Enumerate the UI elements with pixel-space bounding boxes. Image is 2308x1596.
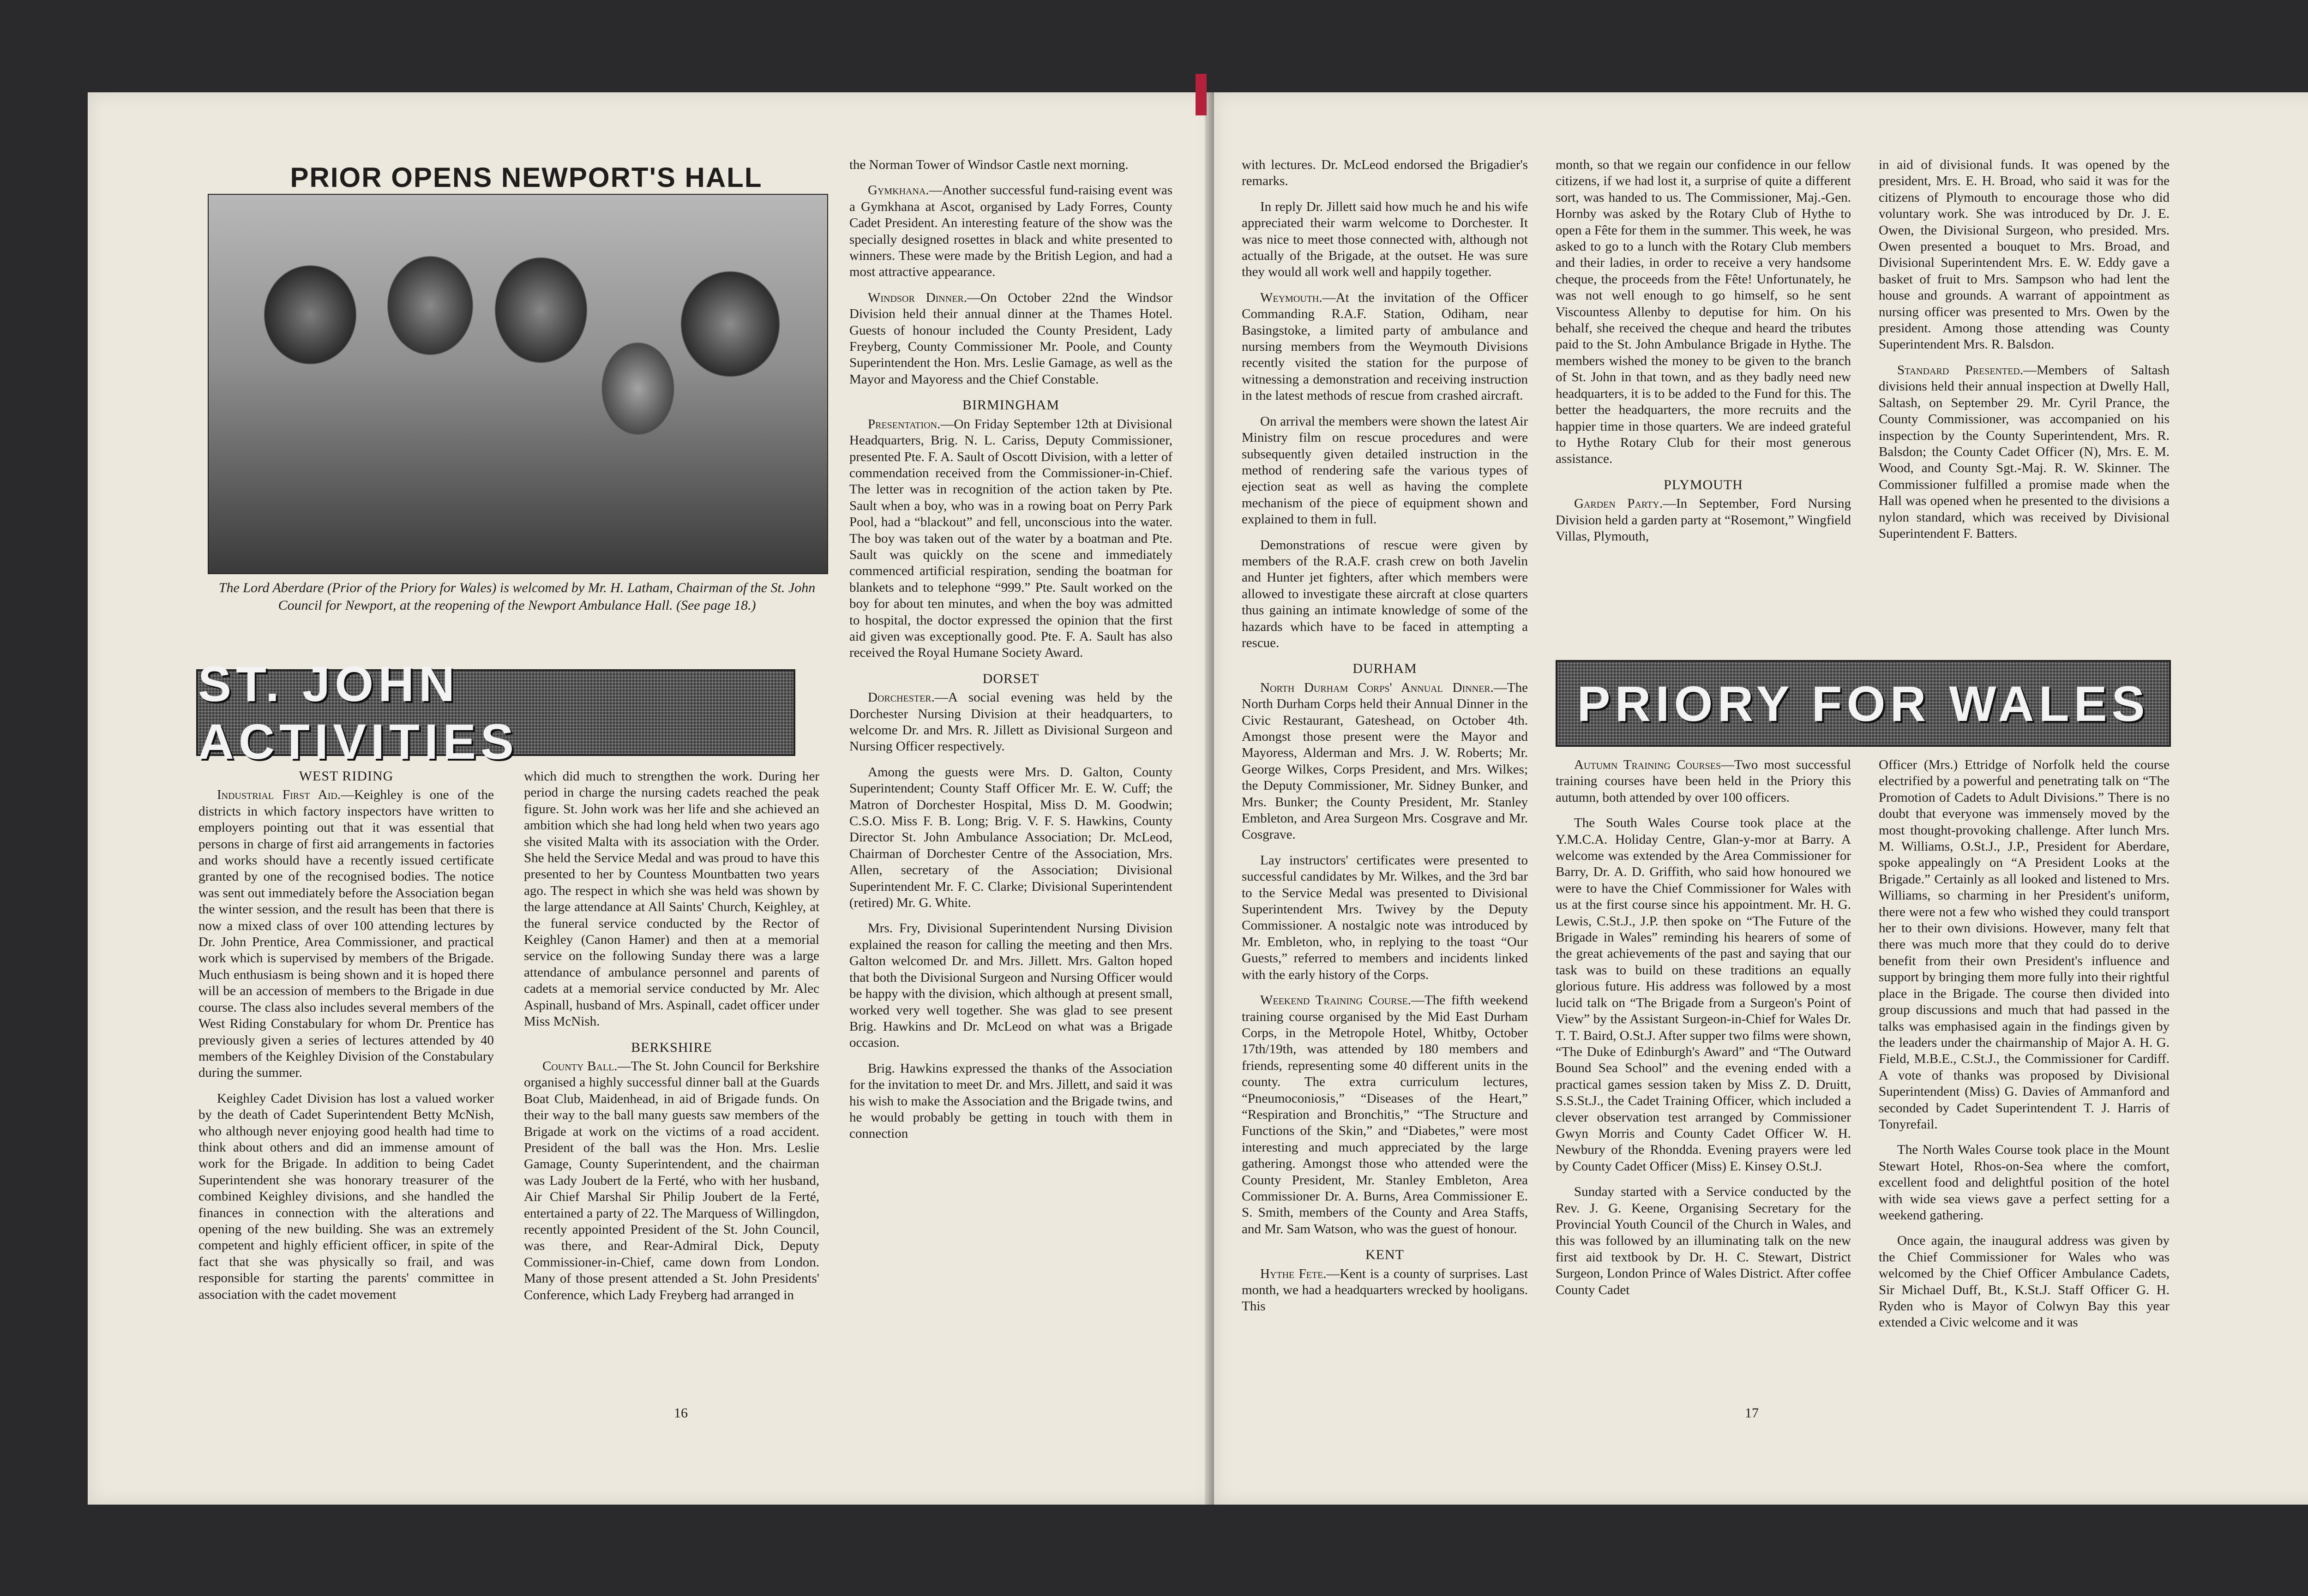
paragraph: Standard Presented.—Members of Saltash divisions held their annual inspection at Dwelly Hall, Saltash, on September 29. Mr. Cyril Prance, the County Commissioner, was accompanied on his inspection by the County Superintendent, Mrs. R. Balsdon; the County Cadet Officer (N), Mrs. E. M. Wood, and County Sgt.-Maj. R. W. Skinner. The Commissioner fulfilled a promise made when the Hall was opened when he presented to the divisions a nylon standard, which was received by Divisional Superintendent F. Batters. xyxy=(1879,362,2170,541)
paragraph: with lectures. Dr. McLeod endorsed the Brigadier's remarks. xyxy=(1242,157,1528,189)
paragraph: Weekend Training Course.—The fifth weekend training course organised by the Mid East Durham Corps, in the Metropole Hotel, Whitby, October 17th/19th, was attended by 180 members and friends, representing some 40 different units in the county. The extra curriculum lectures, “Pneumoconiosis,” “Diseases of the Heart,” “Respiration and Bronchitis,” “The Structure and Functions of the Skin,” and “Diabetes,” were most interesting and much appreciated by the large gathering. Amongst those who attended were the County President, Mr. Stanley Embleton, Area Commissioner Dr. A. Burns, Area Commissioner E. S. Smith, members of the County and Area Staffs, and Mr. Sam Watson, who was the guest of honour. xyxy=(1242,993,1528,1236)
section-heading: KENT xyxy=(1365,1247,1404,1263)
paragraph: month, so that we regain our confidence in our fellow citizens, if we had lost it, a surprise of quite a different sort, was handed to us. The Commissioner, Maj.-Gen. Hornby was asked by the Rotary Club of Hythe to open a Fête for them in the summer. This week, he was asked to go to a lunch with the Rotary Club members and their ladies, in order to receive a very handsome cheque, the proceeds from the Fête! Unfortunately, he was not well enough to go himself, so he sent Viscountess Allenby to deputise for him. On his behalf, she received the cheque and heard the tributes paid to the St. John Ambulance Brigade in Hythe. The members wished the money to be given to the branch of St. John in that town, and as they badly need new headquarters, it is to be added to the Fund for this. The better the headquarters, the more recruits and the happier time in those quarters. We are indeed grateful to Hythe Rotary Club for their most generous assistance. xyxy=(1556,157,1851,467)
left-column-a xyxy=(198,762,494,1312)
paragraph: Presentation.—On Friday September 12th at Divisional Headquarters, Brig. N. L. Cariss, Deputy Commissioner, presented Pte. F. A. Sault of Oscott Division, with a letter of commendation received from the Commissioner-in-Chief. The letter was in recognition of the action taken by Pte. Sault when a boy, who was in a rowing boat on Perry Park Pool, had a “blackout” and fell, unconscious into the water. The boy was taken out of the water by a boatman and Pte. Sault was quickly on the scene and immediately commenced artificial respiration, sending the boatman for blankets and to telephone “999.” Pte. Sault worked on the boy for about ten minutes, and when the boy was admitted to hospital, the doctor expressed the opinion that the first aid given was exceptionally good. Pte. F. A. Sault has also received the Royal Humane Society Award. xyxy=(849,416,1172,660)
paragraph: Weymouth.—At the invitation of the Officer Commanding R.A.F. Station, Odiham, near Basingstoke, a limited party of ambulance and nursing members from the Weymouth Divisions recently visited the station for the purpose of witnessing a demonstration and receiving instruction in the latest methods of rescue from crashed aircraft. xyxy=(1242,290,1528,403)
page-number: 17 xyxy=(1745,1405,1759,1421)
paragraph: On arrival the members were shown the latest Air Ministry film on rescue procedures and were subsequently given detailed instruction in the method of rendering safe the various types of ejection seat as well as having the complete mechanism of the piece of equipment shown and explained to them in full. xyxy=(1242,414,1528,527)
right-page xyxy=(1214,92,2308,1505)
magazine-spread xyxy=(88,92,2308,1505)
left-page xyxy=(88,92,1214,1505)
paragraph: the Norman Tower of Windsor Castle next morning. xyxy=(849,157,1129,172)
paragraph: Brig. Hawkins expressed the thanks of the Association for the invitation to meet Dr. and Mrs. Jillett, and said it was his wish to make the Association and the Brigade twins, and he would probably be getting in touch with them in connection xyxy=(849,1061,1172,1141)
paragraph: Officer (Mrs.) Ettridge of Norfolk held the course electrified by a powerful and penetrating talk on “The Promotion of Cadets to Adult Divisions.” There is no doubt that everyone was immensely moved by the most thought-provoking challenge. After lunch Mrs. M. Williams, O.St.J., J.P., President for Aberdare, spoke appealingly on “A President Looks at the Brigade.” Certainly as all looked and listened to Mrs. Williams, so charming in her President's uniform, there were not a few who wished they could transport her to their own divisions. However, many felt that there was much more that they could do to derive benefit from their own President's influence and support by bringing them more fully into their rightful place in the Brigade. The course then divided into group discussions and much that had passed in the talks was emphasised again in the findings given by the leaders under the chairmanship of Major A. H. G. Field, M.B.E., C.St.J., the Commissioner for Cardiff. A vote of thanks was proposed by Divisional Superintendent (Miss) G. Davies of Ammanford and seconded by Cadet Superintendent T. J. Harris of Tonyrefail. xyxy=(1879,757,2170,1132)
paragraph: The South Wales Course took place at the Y.M.C.A. Holiday Centre, Glan-y-mor at Barry. A welcome was extended by the Area Commissioner for Barry, Dr. A. D. Griffith, who said how honoured we were to have the Chief Commissioner for Wales with us at the first course since his appointment. Mr. H. G. Lewis, C.St.J., J.P. then spoke on “The Future of the Brigade in Wales” reminding his hearers of some of the great achievements of the past and saying that our task was to build on these traditions an equally glorious future. His address was followed by a most lucid talk on “The Brigade from a Surgeon's Point of View” by the Assistant Surgeon-in-Chief for Wales Dr. T. T. Baird, O.St.J. After supper two films were shown, “The Duke of Edinburgh's Award” and “The Outward Bound Sea School” and the evening ended with a practical games session taken by Miss Z. D. Druitt, S.S.St.J., the Cadet Training Officer, which included a clever observation test arranged by Commissioner Gwyn Morris and County Cadet Officer W. H. Newbury of the Rhondda. Evening prayers were led by County Cadet Officer (Miss) E. Kinsey O.St.J. xyxy=(1556,816,1851,1174)
section-heading: BIRMINGHAM xyxy=(962,397,1059,413)
page-headline: PRIOR OPENS NEWPORT'S HALL xyxy=(290,162,763,193)
right-column-b xyxy=(1556,157,1851,554)
news-photograph xyxy=(208,194,828,574)
paragraph: in aid of divisional funds. It was opened by the president, Mrs. E. H. Broad, who said it was for the citizens of Plymouth to encourage those who did voluntary work. She was introduced by Dr. J. E. Owen, the Divisional Surgeon, who presided. Mrs. Owen presented a bouquet to Mrs. Broad, and Divisional Superintendent Mrs. E. W. Eddy gave a basket of fruit to Mrs. Sampson who had lent the house and grounds. A warrant of appointment as nursing officer was presented to Mrs. Owen by the president. Among those attending was County Superintendent Mrs. R. Balsdon. xyxy=(1879,157,2170,352)
section-banner xyxy=(1556,660,2171,747)
section-banner xyxy=(196,656,795,769)
section-heading: DORSET xyxy=(982,671,1040,686)
paragraph: Gymkhana.—Another successful fund-raising event was a Gymkhana at Ascot, organised by Lady Forres, County Cadet President. An interesting feature of the show was the specially designed rosettes in black and white presented to winners. These were made by the British Legion, and had a most attractive appearance. xyxy=(849,183,1172,280)
section-heading: WEST RIDING xyxy=(299,768,394,784)
banner-text: PRIORY FOR WALES xyxy=(1577,675,2150,732)
paragraph: Sunday started with a Service conducted by the Rev. J. G. Keene, Organising Secretary for the Provincial Youth Council of the Church in Wales, and this was followed by an illuminating talk on the new first aid textbook by Dr. H. C. Stewart, District Surgeon, London Prince of Wales District. After coffee County Cadet xyxy=(1556,1184,1851,1297)
paragraph: Lay instructors' certificates were presented to successful candidates by Mr. Wilkes, and the 3rd bar to the Service Medal was presented to Divisional Superintendent Mrs. Twivey by the Deputy Commissioner. A nostalgic note was introduced by Mr. Embleton, who, in replying to the toast “Our Guests,” referred to members and incidents linked with the early history of the Corps. xyxy=(1242,852,1528,982)
paragraph: In reply Dr. Jillett said how much he and his wife appreciated their warm welcome to Dorchester. It was nice to meet those connected with, although not actually of the Brigade, at the outset. He was sure they would all work well and happily together. xyxy=(1242,199,1528,280)
photo-caption: The Lord Aberdare (Prior of the Priory for Wales) is welcomed by Mr. H. Latham, Chairman of the St. John Council for Newport, at the reopening of the Newport Ambulance Hall. (See page 18.) xyxy=(218,580,816,613)
page-number: 16 xyxy=(674,1405,688,1421)
left-column-b xyxy=(524,768,819,1313)
paragraph: Autumn Training Courses—Two most successful training courses have been held in the Priory this autumn, both attended by over 100 officers. xyxy=(1556,757,1851,805)
paragraph: The North Wales Course took place in the Mount Stewart Hotel, Rhos-on-Sea where the comfort, excellent food and delightful position of the hotel with wide sea views gave a perfect setting for a weekend gathering. xyxy=(1879,1142,2170,1223)
right-column-a xyxy=(1242,157,1528,1324)
left-column-top-right xyxy=(849,157,1172,1152)
section-heading: DURHAM xyxy=(1352,661,1417,677)
paragraph: Hythe Fete.—Kent is a county of surprises. Last month, we had a headquarters wrecked by hooligans. This xyxy=(1242,1266,1528,1314)
paragraph: Among the guests were Mrs. D. Galton, County Superintendent; County Staff Officer Mr. E. W. Cuff; the Matron of Dorchester Hospital, Miss D. M. Goodwin; C.S.O. Miss F. B. Long; Brig. V. F. S. Hawkins, County Director St. John Ambulance Association; Dr. McLeod, Chairman of Dorchester Centre of the Association, Mrs. Allen, secretary of the Association; Divisional Superintendent Mr. F. C. Clarke; Divisional Superintendent (retired) Mr. G. White. xyxy=(849,764,1172,911)
section-heading: PLYMOUTH xyxy=(1664,477,1743,492)
paragraph: Windsor Dinner.—On October 22nd the Windsor Division held their annual dinner at the Thames Hotel. Guests of honour included the County President, Lady Freyberg, County Commissioner Mr. Poole, and County Superintendent the Hon. Mrs. Leslie Gamage, as well as the Mayor and Mayoress and the Chief Constable. xyxy=(849,290,1172,387)
paragraph: Industrial First Aid.—Keighley is one of the districts in which factory inspectors have written to employers pointing out that it was essential that persons in charge of first aid arrangements in factories and works should have a recently issued certificate granted by one of the recognised bodies. The notice was sent out immediately before the Association began the winter session, and the result has been that there is now a mixed class of over 100 attending lectures by Dr. John Prentice, Area Commissioner, and practical work which is supervised by members of the Brigade. Much enthusiasm is being shown and it is hoped there will be an accession of members to the Brigade in due course. The class also includes several members of the West Riding Constabulary for whom Dr. Prentice has previously given a series of lectures attended by 40 members of the Keighley Division of the Constabulary during the summer. xyxy=(198,787,494,1080)
paragraph: Garden Party.—In September, Ford Nursing Division held a garden party at “Rosemont,” Wingfield Villas, Plymouth, xyxy=(1556,496,1851,544)
paragraph: which did much to strengthen the work. During her period in charge the nursing cadets reached the peak figure. St. John work was her life and she achieved an ambition which she had long held when two years ago she visited Malta with its association with the Order. She held the Service Medal and was proud to have this presented to her by Countess Mountbatten two years ago. The respect in which she was held was shown by the large attendance at All Saints' Church, Keighley, at the funeral service conducted by the Rector of Keighley (Canon Hamer) and then at a memorial service on the following Sunday there was a large attendance of ambulance personnel and parents of cadets at a memorial service conducted by Mr. Alec Aspinall, husband of Mrs. Aspinall, cadet officer under Miss McNish. xyxy=(524,769,819,1029)
section-heading: BERKSHIRE xyxy=(631,1039,712,1055)
paragraph: North Durham Corps' Annual Dinner.—The North Durham Corps held their Annual Dinner in the Civic Restaurant, Gateshead, on October 4th. Amongst those present were the Mayor and Mayoress, Alderman and Mrs. J. W. Roberts; Mr. George Wilkes, Corps President, and Mrs. Wilkes; the Deputy Commissioner, Mr. Sidney Bunker, and Mrs. Bunker; the County President, Mr. Stanley Embleton, and Area Surgeon Mrs. Cosgrave and Mr. Cosgrave. xyxy=(1242,680,1528,842)
bookmark-ribbon xyxy=(1196,74,1207,115)
paragraph: County Ball.—The St. John Council for Berkshire organised a highly successful dinner ball at the Guards Boat Club, Maidenhead, in aid of Brigade funds. On their way to the ball many guests saw members of the Brigade at work on the victims of a road accident. President of the ball was the Hon. Mrs. Leslie Gamage, County Superintendent, and the chairman was Lady Joubert de la Ferté, who with her husband, Air Chief Marshal Sir Philip Joubert de la Ferté, entertained a party of 22. The Marquess of Willingdon, recently appointed President of the St. John Council, was there, and Rear-Admiral Dick, Deputy Commissioner-in-Chief, came down from London. Many of those present attended a St. John Presidents' Conference, which Lady Freyberg had arranged in xyxy=(524,1058,819,1302)
paragraph: Dorchester.—A social evening was held by the Dorchester Nursing Division at their headquarters, to welcome Dr. and Mrs. R. Jillett as Divisional Surgeon and Nursing Officer respectively. xyxy=(849,690,1172,754)
paragraph: Once again, the inaugural address was given by the Chief Commissioner for Wales who was welcomed by the Chief Officer Ambulance Cadets, Sir Michael Duff, Bt., K.St.J. Staff Officer G. H. Ryden who is Mayor of Colwyn Bay this year extended a Civic welcome and it was xyxy=(1879,1233,2170,1330)
right-column-d xyxy=(1556,757,1851,1308)
paragraph: Demonstrations of rescue were given by members of the R.A.F. crash crew on both Javelin and Hunter jet fighters, after which members were allowed to investigate these aircraft at close quarters thus gaining an intimate knowledge of some of the hazards which have to be faced in attempting a rescue. xyxy=(1242,537,1528,650)
right-column-c xyxy=(1879,157,2170,551)
right-column-e xyxy=(1879,757,2170,1340)
paragraph: Keighley Cadet Division has lost a valued worker by the death of Cadet Superintendent Betty McNish, who although never enjoying good health had time to think about others and did an immense amount of work for the Brigade. In addition to being Cadet Superintendent she was honorary treasurer of the combined Keighley divisions, and she handled the finances in connection with the alterations and opening of the new building. She was an extremely competent and highly efficient officer, in spite of the fact that she was physically so frail, and was responsible for starting the parents' committee in association with the cadet movement xyxy=(198,1091,494,1302)
paragraph: Mrs. Fry, Divisional Superintendent Nursing Division explained the reason for calling the meeting and then Mrs. Galton welcomed Dr. and Mrs. Jillett. Mrs. Galton hoped that both the Divisional Surgeon and Nursing Officer would be happy with the division, which although at present small, worked very well together. She was glad to see present Brig. Hawkins and Dr. McLeod on what was a Brigade occasion. xyxy=(849,921,1172,1050)
banner-text: ST. JOHN ACTIVITIES xyxy=(198,656,519,769)
